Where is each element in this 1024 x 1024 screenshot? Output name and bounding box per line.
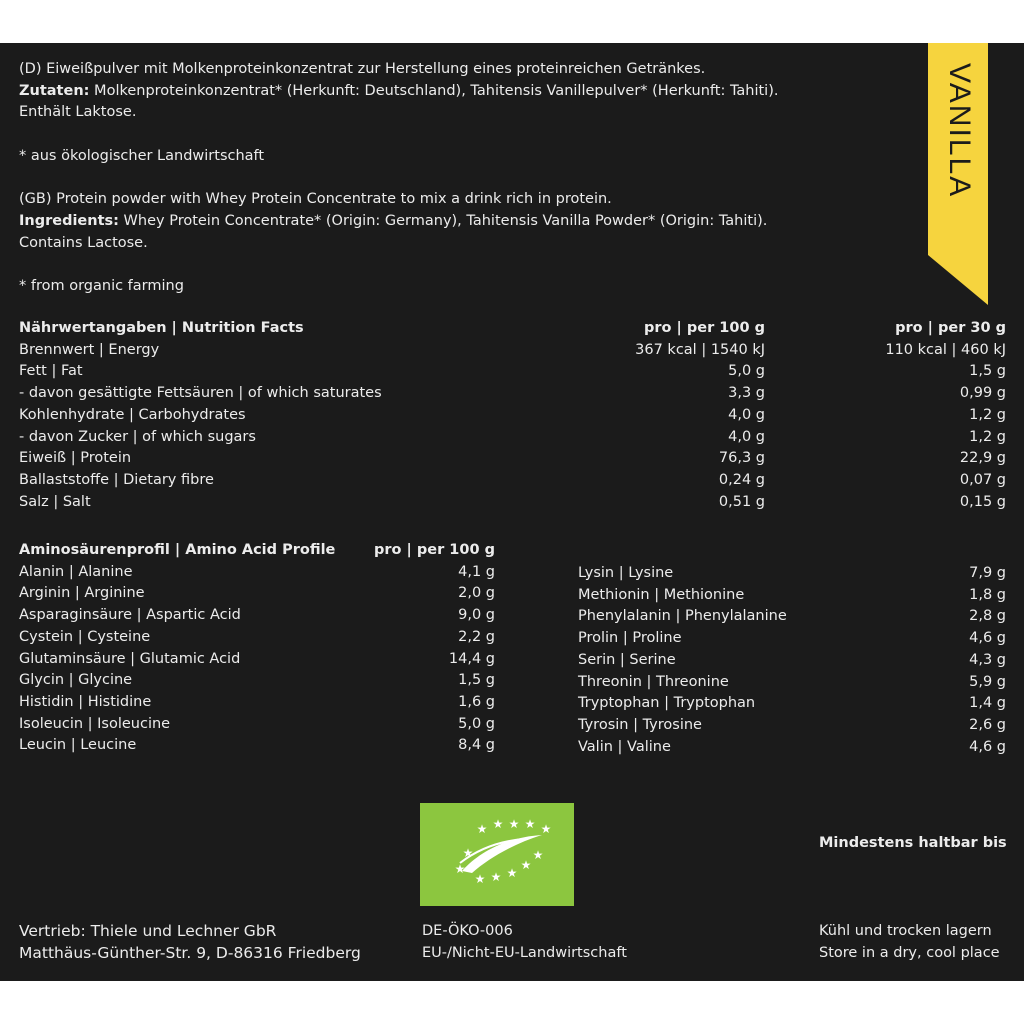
- amino-acid-row: [578, 672, 1006, 694]
- de-organic-note: * aus ökologischer Landwirtschaft: [19, 147, 265, 164]
- amino-header-label: Aminosäurenprofil | Amino Acid Profile: [19, 542, 336, 558]
- amino-acid-value: 4,1 g: [458, 563, 495, 580]
- amino-acid-table-right: [578, 563, 1006, 758]
- nutrient-label: Kohlenhydrate | Carbohydrates: [19, 406, 246, 423]
- amino-acid-row: [19, 735, 495, 757]
- svg-text:★: ★: [520, 858, 532, 872]
- amino-acid-value: 4,6 g: [969, 738, 1006, 755]
- organic-certification: [422, 921, 627, 964]
- amino-acid-row: [578, 650, 1006, 672]
- distributor-name: Vertrieb: Thiele und Lechner GbR: [19, 922, 277, 940]
- svg-text:★: ★: [462, 846, 474, 860]
- amino-acid-row: [578, 563, 1006, 585]
- amino-acid-label: Threonin | Threonine: [578, 673, 729, 690]
- gb-organic-note: * from organic farming: [19, 277, 184, 294]
- amino-acid-row: [578, 606, 1006, 628]
- amino-acid-value: 9,0 g: [458, 607, 495, 624]
- nutrition-row: [19, 383, 1006, 405]
- amino-acid-label: Alanin | Alanine: [19, 563, 133, 580]
- nutrition-row: [19, 492, 1006, 514]
- amino-acid-value: 1,5 g: [458, 672, 495, 689]
- distributor-street: Matthäus-Günther-Str. 9, D-86316 Friedberg: [19, 943, 361, 962]
- amino-acid-row: [19, 649, 495, 671]
- amino-acid-row: [19, 692, 495, 714]
- amino-acid-row: [578, 737, 1006, 759]
- gb-ingredients: Ingredients: Whey Protein Concentrate* (Origin: Germany), Tahitensis Vanilla Powder* (Origin: Tahiti).: [19, 212, 768, 229]
- nutrition-row: [19, 405, 1006, 427]
- nutrient-label: Eiweiß | Protein: [19, 450, 132, 467]
- amino-acid-label: Valin | Valine: [578, 738, 671, 755]
- amino-acid-value: 1,4 g: [969, 695, 1006, 712]
- amino-acid-label: Methionin | Methionine: [578, 586, 745, 603]
- amino-acid-value: 8,4 g: [458, 737, 495, 754]
- nutrient-label: Brennwert | Energy: [19, 341, 160, 358]
- distributor-address: [19, 921, 361, 964]
- amino-acid-row: [19, 605, 495, 627]
- storage-en: Store in a dry, cool place: [819, 944, 1000, 961]
- amino-acid-label: Isoleucin | Isoleucine: [19, 715, 171, 732]
- amino-acid-value: 1,6 g: [458, 693, 495, 710]
- eu-organic-leaf-icon: [420, 803, 574, 906]
- nutrient-per30: 0,99 g: [959, 385, 1006, 402]
- nutrient-label: - davon gesättigte Fettsäuren | of which saturates: [19, 385, 382, 402]
- svg-text:★: ★: [490, 870, 502, 884]
- amino-acid-label: Histidin | Histidine: [19, 693, 152, 710]
- de-lactose-note: Enthält Laktose.: [19, 104, 137, 121]
- flag-label: VANILLA: [943, 63, 976, 199]
- amino-acid-row: [578, 693, 1006, 715]
- amino-acid-label: Leucin | Leucine: [19, 737, 137, 754]
- svg-text:★: ★: [524, 817, 536, 831]
- amino-acid-table-left: [19, 540, 495, 757]
- nutrient-per100: 4,0 g: [728, 428, 765, 445]
- nutrient-per30: 0,15 g: [959, 493, 1006, 510]
- nutrient-label: Salz | Salt: [19, 493, 91, 510]
- nutrient-per30: 1,5 g: [969, 363, 1006, 380]
- nutrient-label: Ballaststoffe | Dietary fibre: [19, 471, 214, 488]
- svg-text:★: ★: [508, 817, 520, 831]
- de-description: (D) Eiweißpulver mit Molkenproteinkonzentrat zur Herstellung eines proteinreichen Getränkes.: [19, 61, 706, 77]
- amino-acid-value: 7,9 g: [969, 565, 1006, 581]
- nutrient-label: Fett | Fat: [19, 363, 83, 380]
- nutrition-row: [19, 448, 1006, 470]
- amino-acid-row: [19, 583, 495, 605]
- product-label: [0, 43, 1024, 981]
- de-ingredients: Zutaten: Molkenproteinkonzentrat* (Herkunft: Deutschland), Tahitensis Vanillepulver* (Herkunft: Tahiti).: [19, 82, 779, 99]
- nutrition-row: [19, 427, 1006, 449]
- amino-acid-label: Cystein | Cysteine: [19, 628, 151, 645]
- amino-acid-label: Glycin | Glycine: [19, 672, 133, 689]
- nutrient-per30: 110 kcal | 460 kJ: [885, 341, 1006, 358]
- amino-acid-value: 2,2 g: [458, 628, 495, 645]
- svg-text:★: ★: [476, 822, 488, 836]
- nutrient-per100: 5,0 g: [728, 363, 765, 380]
- nutrition-row: [19, 340, 1006, 362]
- svg-text:★: ★: [532, 848, 544, 862]
- nutrient-per100: 0,51 g: [718, 493, 765, 510]
- nutrition-header-label: Nährwertangaben | Nutrition Facts: [19, 320, 304, 336]
- cert-origin: EU-/Nicht-EU-Landwirtschaft: [422, 944, 627, 961]
- nutrient-per100: 4,0 g: [728, 406, 765, 423]
- svg-text:★: ★: [492, 817, 504, 831]
- amino-acid-label: Lysin | Lysine: [578, 565, 674, 581]
- amino-acid-row: [19, 627, 495, 649]
- nutrition-table: [19, 318, 1006, 513]
- amino-acid-row: [19, 562, 495, 584]
- nutrition-header-per30: pro | per 30 g: [895, 320, 1006, 336]
- gb-lactose-note: Contains Lactose.: [19, 234, 148, 251]
- amino-acid-row: [578, 585, 1006, 607]
- nutrition-row: [19, 361, 1006, 383]
- svg-text:★: ★: [540, 822, 552, 836]
- amino-acid-value: 2,0 g: [458, 585, 495, 602]
- nutrient-label: - davon Zucker | of which sugars: [19, 428, 256, 445]
- amino-acid-value: 5,0 g: [458, 715, 495, 732]
- nutrient-per30: 0,07 g: [959, 471, 1006, 488]
- amino-acid-row: [19, 714, 495, 736]
- nutrient-per100: 3,3 g: [728, 385, 765, 402]
- cert-code: DE-ÖKO-006: [422, 923, 513, 939]
- ingredients-block: [19, 59, 778, 298]
- nutrition-header-per100: pro | per 100 g: [644, 320, 765, 336]
- amino-acid-row: [19, 670, 495, 692]
- amino-acid-value: 5,9 g: [969, 673, 1006, 690]
- gb-description: (GB) Protein powder with Whey Protein Concentrate to mix a drink rich in protein.: [19, 191, 612, 208]
- amino-header-per100: pro | per 100 g: [374, 542, 495, 558]
- amino-acid-label: Glutaminsäure | Glutamic Acid: [19, 650, 241, 667]
- amino-acid-value: 4,3 g: [969, 651, 1006, 668]
- amino-acid-value: 2,8 g: [969, 608, 1006, 625]
- nutrient-per30: 1,2 g: [969, 428, 1006, 445]
- amino-acid-label: Arginin | Arginine: [19, 585, 145, 602]
- nutrient-per100: 76,3 g: [718, 450, 765, 467]
- amino-acid-row: [578, 628, 1006, 650]
- amino-acid-value: 1,8 g: [969, 586, 1006, 603]
- svg-text:★: ★: [474, 872, 486, 886]
- storage-instructions: [819, 921, 1000, 964]
- amino-header-row: [19, 540, 495, 562]
- amino-acid-label: Phenylalanin | Phenylalanine: [578, 608, 787, 625]
- best-before-label: Mindestens haltbar bis: [819, 835, 1007, 851]
- amino-acid-label: Asparaginsäure | Aspartic Acid: [19, 607, 241, 624]
- nutrient-per100: 367 kcal | 1540 kJ: [635, 341, 765, 358]
- nutrient-per30: 1,2 g: [969, 406, 1006, 423]
- amino-acid-label: Prolin | Proline: [578, 630, 682, 647]
- nutrient-per30: 22,9 g: [959, 450, 1006, 467]
- svg-text:★: ★: [506, 866, 518, 880]
- storage-de: Kühl und trocken lagern: [819, 923, 992, 939]
- amino-acid-value: 2,6 g: [969, 716, 1006, 733]
- amino-acid-label: Tryptophan | Tryptophan: [578, 695, 756, 712]
- amino-acid-value: 4,6 g: [969, 630, 1006, 647]
- amino-acid-value: 14,4 g: [448, 650, 495, 667]
- svg-text:★: ★: [454, 862, 466, 876]
- nutrient-per100: 0,24 g: [718, 471, 765, 488]
- amino-acid-row: [578, 715, 1006, 737]
- amino-acid-label: Serin | Serine: [578, 651, 676, 668]
- nutrition-header-row: [19, 318, 1006, 340]
- nutrition-row: [19, 470, 1006, 492]
- amino-acid-label: Tyrosin | Tyrosine: [578, 716, 702, 733]
